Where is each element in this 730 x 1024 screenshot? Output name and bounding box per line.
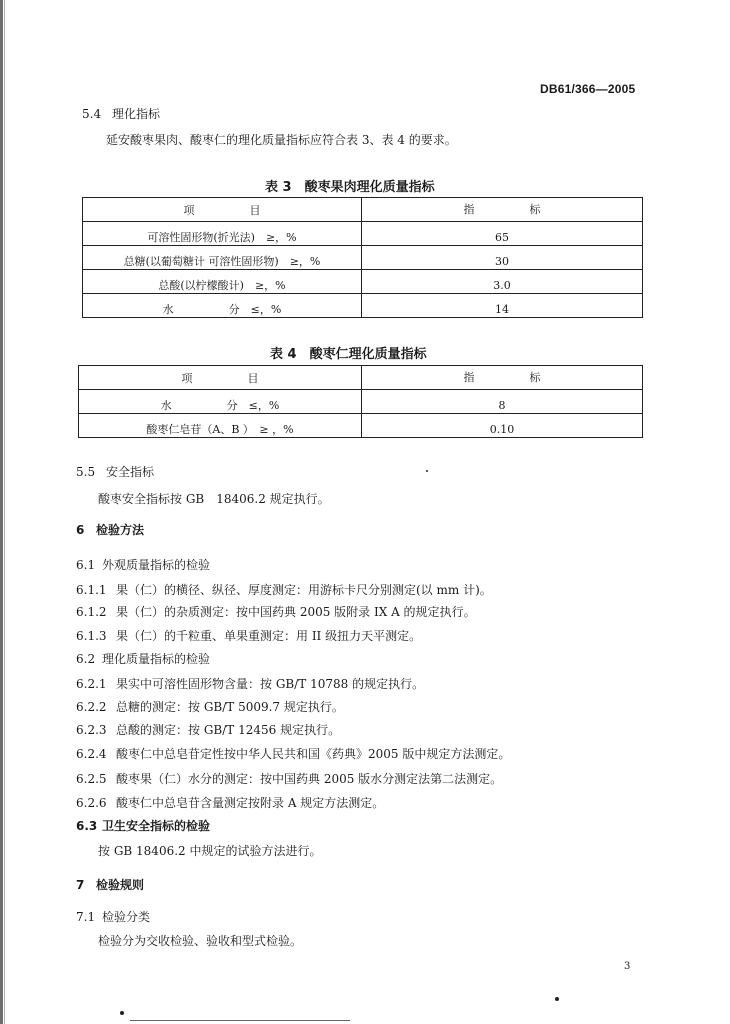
scan-edge-shadow bbox=[4, 0, 5, 1024]
clause-6-1-3 bbox=[76, 627, 421, 644]
section-5-5-text: 酸枣安全指标按 GB 18406.2 规定执行。 bbox=[98, 492, 330, 506]
scan-speck bbox=[426, 470, 428, 472]
section-5-5-heading bbox=[76, 463, 154, 480]
section-title: 理化指标 bbox=[112, 107, 161, 121]
table-row bbox=[83, 270, 643, 294]
clause-number: 6.2.1 bbox=[76, 677, 107, 691]
clause-text: 外观质量指标的检验 bbox=[102, 558, 211, 572]
item-cell: 可溶性固形物(折光法) ≥，% bbox=[83, 222, 362, 246]
item-cell: 总酸(以柠檬酸计) ≥，% bbox=[83, 270, 362, 294]
clause-text: 果实中可溶性固形物含量：按 GB/T 10788 的规定执行。 bbox=[116, 677, 425, 691]
item-cell: 水 分 ≤，% bbox=[79, 390, 362, 414]
value-cell: 30 bbox=[362, 246, 643, 270]
page-number: 3 bbox=[624, 961, 631, 972]
clause-number: 6.1.1 bbox=[76, 583, 107, 597]
clause-6-3-note: 按 GB 18406.2 中规定的试验方法进行。 bbox=[98, 844, 322, 858]
clause-6-1-1 bbox=[76, 581, 492, 598]
table-row bbox=[83, 294, 643, 318]
section-number: 7 bbox=[76, 878, 85, 892]
table-header-row bbox=[79, 366, 643, 390]
section-number: 5.4 bbox=[82, 107, 102, 121]
header-value-cell: 指 标 bbox=[362, 198, 643, 222]
scan-speck bbox=[555, 997, 559, 1001]
clause-7-1-text: 检验分为交收检验、验收和型式检验。 bbox=[98, 934, 303, 948]
scan-edge bbox=[0, 0, 3, 1024]
scan-footer-line bbox=[130, 1020, 350, 1021]
clause-text: 理化质量指标的检验 bbox=[102, 652, 211, 666]
table-header-row bbox=[83, 198, 643, 222]
section-title: 安全指标 bbox=[106, 465, 155, 479]
table-4 bbox=[78, 365, 643, 438]
section-title: 检验方法 bbox=[96, 523, 145, 537]
clause-text: 果（仁）的横径、纵径、厚度测定：用游标卡尺分别测定(以 mm 计)。 bbox=[116, 583, 492, 597]
section-6-heading bbox=[76, 521, 144, 538]
section-7-heading bbox=[76, 876, 144, 893]
clause-number: 6.1 bbox=[76, 558, 96, 572]
clause-text: 果（仁）的千粒重、单果重测定：用 II 级扭力天平测定。 bbox=[116, 629, 422, 643]
table-4-caption: 表 4 酸枣仁理化质量指标 bbox=[270, 347, 427, 362]
clause-6-2-6 bbox=[76, 794, 384, 811]
clause-number: 6.1.2 bbox=[76, 605, 107, 619]
table-3 bbox=[82, 197, 643, 318]
item-cell: 总糖(以葡萄糖计 可溶性固形物) ≥，% bbox=[83, 246, 362, 270]
clause-number: 6.2 bbox=[76, 652, 96, 666]
section-number: 5.5 bbox=[76, 465, 96, 479]
clause-6-1-2 bbox=[76, 603, 476, 620]
scan-speck bbox=[120, 1011, 124, 1015]
clause-6-3 bbox=[76, 817, 210, 834]
clause-text: 酸枣果（仁）水分的测定：按中国药典 2005 版水分测定法第二法测定。 bbox=[116, 772, 503, 786]
clause-6-2-3 bbox=[76, 721, 340, 738]
clause-6-1 bbox=[76, 556, 210, 573]
header-item-cell: 项 目 bbox=[83, 198, 362, 222]
clause-text: 卫生安全指标的检验 bbox=[102, 819, 211, 833]
table-3-caption: 表 3 酸枣果肉理化质量指标 bbox=[265, 180, 435, 195]
section-5-4-text: 延安酸枣果肉、酸枣仁的理化质量指标应符合表 3、表 4 的要求。 bbox=[106, 133, 457, 147]
clause-6-2-2 bbox=[76, 698, 344, 715]
clause-6-2-1 bbox=[76, 675, 424, 692]
section-5-4-heading bbox=[82, 105, 160, 122]
clause-number: 6.2.3 bbox=[76, 723, 107, 737]
clause-number: 6.2.6 bbox=[76, 796, 107, 810]
header-value-cell: 指 标 bbox=[362, 366, 643, 390]
section-number: 6 bbox=[76, 523, 85, 537]
header-item-cell: 项 目 bbox=[79, 366, 362, 390]
clause-7-1 bbox=[76, 908, 150, 925]
clause-number: 6.2.5 bbox=[76, 772, 107, 786]
clause-6-2 bbox=[76, 650, 210, 667]
value-cell: 8 bbox=[362, 390, 643, 414]
section-title: 检验规则 bbox=[96, 878, 145, 892]
clause-number: 6.3 bbox=[76, 819, 98, 833]
clause-text: 酸枣仁中总皂苷含量测定按附录 A 规定方法测定。 bbox=[116, 796, 385, 810]
clause-number: 6.2.4 bbox=[76, 747, 107, 761]
table-row bbox=[83, 222, 643, 246]
clause-number: 7.1 bbox=[76, 910, 96, 924]
value-cell: 65 bbox=[362, 222, 643, 246]
clause-text: 总糖的测定：按 GB/T 5009.7 规定执行。 bbox=[116, 700, 344, 714]
clause-6-2-5 bbox=[76, 770, 502, 787]
clause-6-2-4 bbox=[76, 745, 510, 762]
clause-number: 6.2.2 bbox=[76, 700, 107, 714]
value-cell: 0.10 bbox=[362, 414, 643, 438]
clause-text: 总酸的测定：按 GB/T 12456 规定执行。 bbox=[116, 723, 341, 737]
value-cell: 3.0 bbox=[362, 270, 643, 294]
standard-code: DB61/366—2005 bbox=[540, 82, 636, 96]
value-cell: 14 bbox=[362, 294, 643, 318]
item-cell: 水 分 ≤，% bbox=[83, 294, 362, 318]
clause-number: 6.1.3 bbox=[76, 629, 107, 643]
table-row bbox=[79, 414, 643, 438]
table-row bbox=[79, 390, 643, 414]
clause-text: 酸枣仁中总皂苷定性按中华人民共和国《药典》2005 版中规定方法测定。 bbox=[116, 747, 511, 761]
table-row bbox=[83, 246, 643, 270]
clause-text: 检验分类 bbox=[102, 910, 151, 924]
item-cell: 酸枣仁皂苷（A、B ） ≥ ，% bbox=[79, 414, 362, 438]
clause-text: 果（仁）的杂质测定：按中国药典 2005 版附录 IX A 的规定执行。 bbox=[116, 605, 476, 619]
